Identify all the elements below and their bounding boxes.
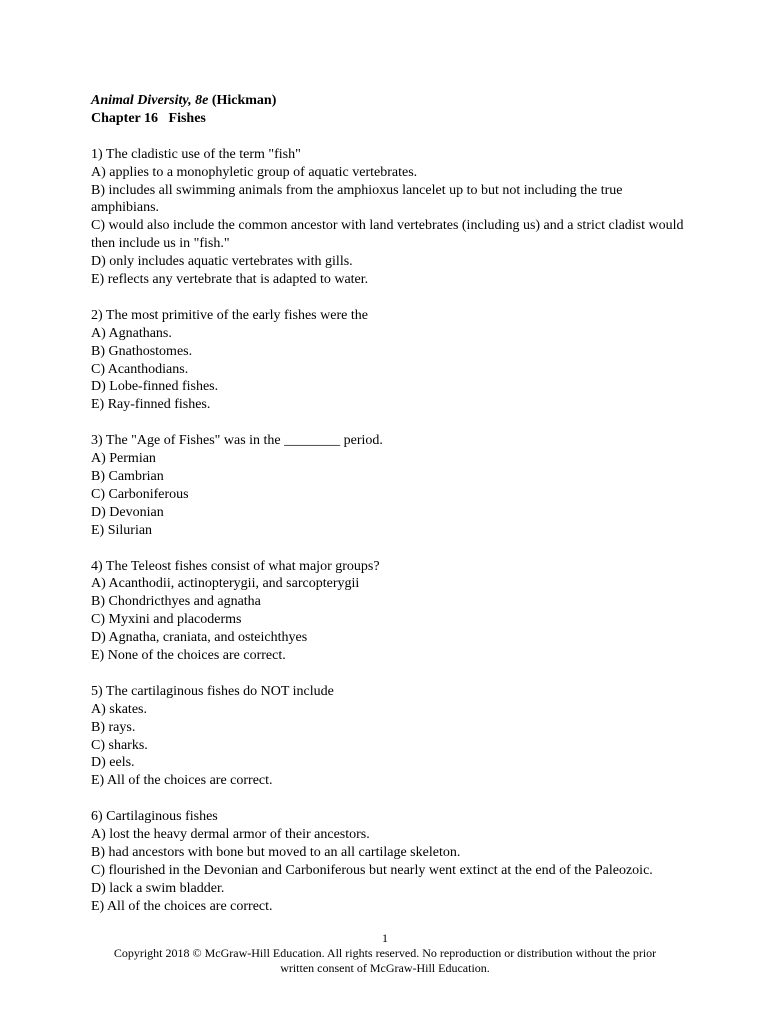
answer-option: E) All of the choices are correct. (91, 898, 273, 914)
author: (Hickman) (208, 93, 277, 108)
chapter-label: Chapter 16 (91, 110, 159, 126)
page-number: 1 (382, 931, 388, 945)
answer-option: B) Cambrian (91, 468, 164, 484)
answer-option: B) includes all swimming animals from the amphioxus lancelet up to but not including the true amphibians. (91, 182, 623, 216)
question-5 (91, 683, 691, 790)
answer-option: C) Acanthodians. (91, 361, 189, 377)
answer-option: D) only includes aquatic vertebrates with gills. (91, 254, 353, 270)
question-6 (91, 808, 691, 915)
answer-option: A) Permian (91, 451, 156, 467)
answer-option: C) sharks. (91, 737, 148, 753)
question-4 (91, 558, 691, 665)
page-content (91, 92, 691, 933)
answer-option: C) Myxini and placoderms (91, 612, 242, 628)
answer-option: E) Ray-finned fishes. (91, 397, 211, 413)
answer-option: E) Silurian (91, 522, 153, 538)
document-title (91, 92, 691, 110)
question-1 (91, 146, 691, 289)
question-stem: 3) The "Age of Fishes" was in the ________ period. (91, 433, 383, 449)
answer-option: E) None of the choices are correct. (91, 648, 286, 664)
chapter-heading (91, 110, 691, 128)
answer-option: A) Acanthodii, actinopterygii, and sarcopterygii (91, 576, 360, 592)
chapter-title: Fishes (168, 110, 206, 126)
copyright-line-1: Copyright 2018 © McGraw-Hill Education. All rights reserved. No reproduction or distribution without the prior (113, 946, 657, 960)
answer-option: D) eels. (91, 755, 135, 771)
answer-option: B) rays. (91, 719, 136, 735)
answer-option: E) All of the choices are correct. (91, 773, 273, 789)
answer-option: D) Lobe-finned fishes. (91, 379, 219, 395)
answer-option: C) Carboniferous (91, 486, 189, 502)
answer-option: A) applies to a monophyletic group of aquatic vertebrates. (91, 164, 418, 180)
book-title: Animal Diversity, 8e (91, 93, 209, 108)
copyright-line-2: written consent of McGraw-Hill Education. (280, 961, 490, 975)
answer-option: D) Devonian (91, 504, 164, 520)
answer-option: B) had ancestors with bone but moved to an all cartilage skeleton. (91, 844, 461, 860)
answer-option: A) lost the heavy dermal armor of their ancestors. (91, 827, 370, 843)
question-stem: 5) The cartilaginous fishes do NOT include (91, 683, 334, 699)
question-stem: 6) Cartilaginous fishes (91, 809, 218, 825)
question-stem: 1) The cladistic use of the term "fish" (91, 146, 301, 162)
question-2 (91, 307, 691, 414)
question-stem: 4) The Teleost fishes consist of what major groups? (91, 558, 380, 574)
page-footer (0, 931, 770, 976)
question-stem: 2) The most primitive of the early fishes were the (91, 307, 368, 323)
answer-option: B) Chondricthyes and agnatha (91, 594, 261, 610)
answer-option: C) would also include the common ancestor with land vertebrates (including us) and a strict cladist would then include us in "fish." (91, 218, 684, 252)
answer-option: C) flourished in the Devonian and Carboniferous but nearly went extinct at the end of the Paleozoic. (91, 862, 653, 878)
answer-option: E) reflects any vertebrate that is adapted to water. (91, 272, 369, 288)
answer-option: D) Agnatha, craniata, and osteichthyes (91, 630, 308, 646)
answer-option: A) Agnathans. (91, 325, 172, 341)
answer-option: B) Gnathostomes. (91, 343, 193, 359)
answer-option: D) lack a swim bladder. (91, 880, 225, 896)
answer-option: A) skates. (91, 701, 147, 717)
question-3 (91, 432, 691, 539)
